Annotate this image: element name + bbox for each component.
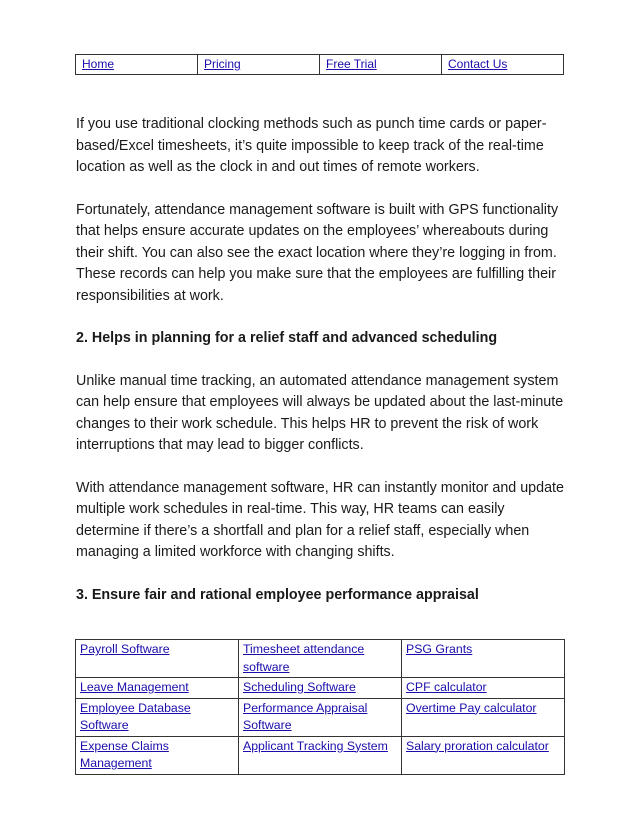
table-cell bbox=[76, 736, 239, 774]
nav-row bbox=[76, 55, 564, 75]
table-cell bbox=[402, 678, 565, 699]
link-overtime-pay-calculator[interactable]: Overtime Pay calculator bbox=[406, 700, 537, 715]
table-cell bbox=[76, 678, 239, 699]
table-cell bbox=[76, 698, 239, 736]
nav-cell-free-trial bbox=[320, 55, 442, 75]
article-body bbox=[76, 114, 566, 627]
link-performance-appraisal-software[interactable]: Performance Appraisal Software bbox=[243, 700, 368, 732]
top-nav-table bbox=[75, 54, 564, 75]
table-row bbox=[76, 736, 565, 774]
table-cell bbox=[402, 736, 565, 774]
paragraph-work-schedules: With attendance management software, HR can instantly monitor and update multiple work schedules in real-time. This way, HR teams can easily determine if there’s a shortfall and plan for a relief staff, especially when managing a limited workforce with changing shifts. bbox=[76, 479, 564, 560]
nav-link-home[interactable]: Home bbox=[82, 57, 115, 71]
link-psg-grants[interactable]: PSG Grants bbox=[406, 642, 473, 656]
link-cpf-calculator[interactable]: CPF calculator bbox=[406, 680, 487, 694]
table-cell bbox=[239, 736, 402, 774]
link-expense-claims-management[interactable]: Expense Claims Management bbox=[80, 738, 169, 770]
table-cell bbox=[402, 698, 565, 736]
nav-cell-pricing bbox=[198, 55, 320, 75]
related-links-table bbox=[75, 639, 565, 775]
link-salary-proration-calculator[interactable]: Salary proration calculator bbox=[406, 738, 549, 753]
table-cell bbox=[402, 640, 565, 678]
table-cell bbox=[239, 678, 402, 699]
paragraph-gps-functionality: Fortunately, attendance management software is built with GPS functionality that helps ensure accurate updates on the employees’ whereabouts during their shift. You can also see the exact location where they’re logging in from. These records can help you make sure that the employees are fulfilling their responsibilities at work. bbox=[76, 201, 559, 304]
table-row bbox=[76, 678, 565, 699]
link-payroll-software[interactable]: Payroll Software bbox=[80, 642, 170, 656]
paragraph-manual-tracking: Unlike manual time tracking, an automated attendance management system can help ensure that employees will always be updated about the last-minute changes to their work schedule. This helps HR to prevent the risk of work interruptions that may lead to bigger conflicts. bbox=[76, 372, 564, 453]
nav-link-pricing[interactable]: Pricing bbox=[204, 57, 241, 71]
link-applicant-tracking-system[interactable]: Applicant Tracking System bbox=[243, 738, 388, 753]
link-timesheet-attendance-software[interactable]: Timesheet attendance software bbox=[243, 642, 365, 674]
table-cell bbox=[239, 640, 402, 678]
paragraph-remote-tracking: If you use traditional clocking methods such as punch time cards or paper-based/Excel timesheets, it’s quite impossible to keep track of the real-time location as well as the clock in and out times of remote workers. bbox=[76, 116, 547, 175]
table-row bbox=[76, 640, 565, 678]
nav-link-contact-us[interactable]: Contact Us bbox=[448, 57, 508, 71]
table-cell bbox=[239, 698, 402, 736]
nav-cell-contact-us bbox=[442, 55, 564, 75]
heading-performance-appraisal: 3. Ensure fair and rational employee performance appraisal bbox=[76, 586, 479, 603]
heading-relief-staff: 2. Helps in planning for a relief staff and advanced scheduling bbox=[76, 330, 498, 346]
link-employee-database-software[interactable]: Employee Database Software bbox=[80, 700, 191, 732]
link-scheduling-software[interactable]: Scheduling Software bbox=[243, 680, 356, 694]
link-leave-management[interactable]: Leave Management bbox=[80, 680, 189, 694]
table-cell bbox=[76, 640, 239, 678]
nav-cell-home bbox=[76, 55, 198, 75]
nav-link-free-trial[interactable]: Free Trial bbox=[326, 57, 377, 71]
table-row bbox=[76, 698, 565, 736]
